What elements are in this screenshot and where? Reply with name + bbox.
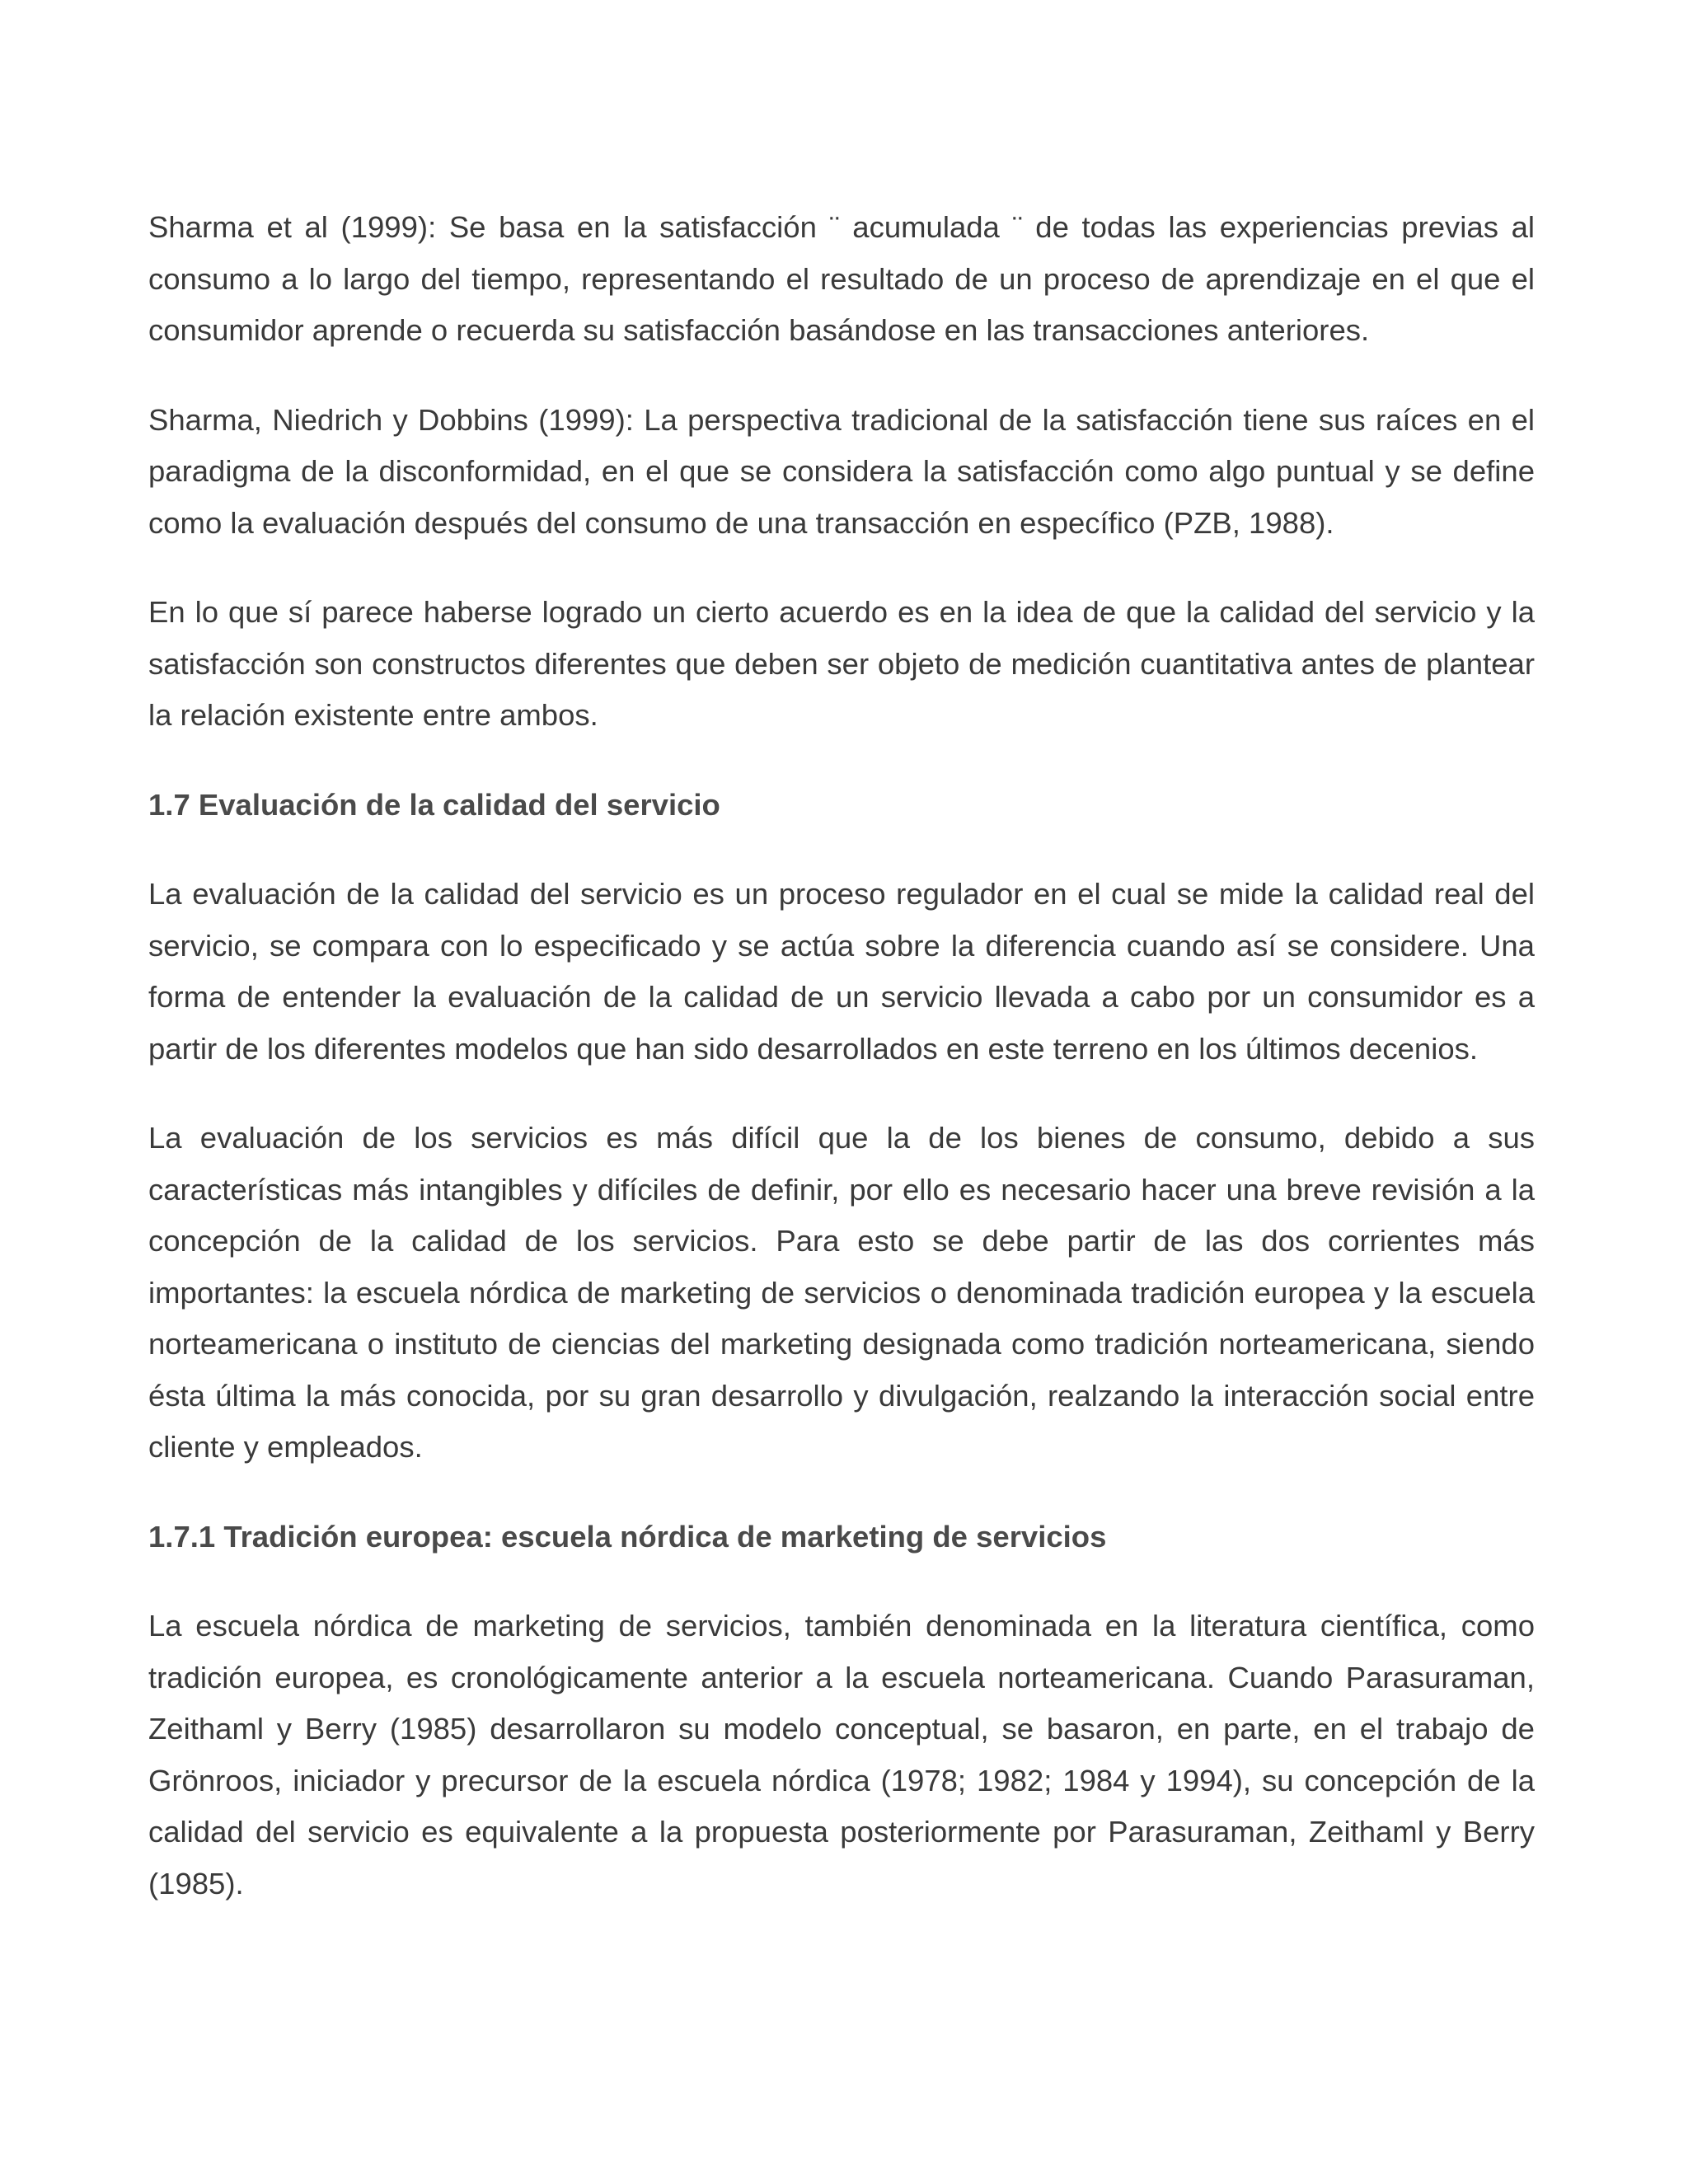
paragraph-sharma-1999: Sharma et al (1999): Se basa en la satisfacción ¨ acumulada ¨ de todas las experiencias previas al consumo a lo largo del tiempo, representando el resultado de un proceso de aprendizaje en el que el consumidor aprende o recuerda su satisfacción basándose en las transacciones anteriores. xyxy=(148,210,1535,347)
paragraph-evaluacion-calidad: La evaluación de la calidad del servicio es un proceso regulador en el cual se mide la calidad real del servicio, se compara con lo especificado y se actúa sobre la diferencia cuando así se considere. Una forma de entender la evaluación de la calidad de un servicio llevada a cabo por un consumidor es a partir de los diferentes modelos que han sido desarrollados en este terreno en los últimos decenios. xyxy=(148,877,1535,1066)
paragraph-acuerdo: En lo que sí parece haberse logrado un cierto acuerdo es en la idea de que la calidad del servicio y la satisfacción son constructos diferentes que deben ser objeto de medición cuantitativa antes de plantear la relación existente entre ambos. xyxy=(148,595,1535,732)
paragraph-evaluacion-servicios: La evaluación de los servicios es más difícil que la de los bienes de consumo, debido a sus características más intangibles y difíciles de definir, por ello es necesario hacer una breve revisión a la concepción de la calidad de los servicios. Para esto se debe partir de las dos corrientes más importantes: la escuela nórdica de marketing de servicios o denominada tradición europea y la escuela norteamericana o instituto de ciencias del marketing designada como tradición norteamericana, siendo ésta última la más conocida, por su gran desarrollo y divulgación, realzando la interacción social entre cliente y empleados. xyxy=(148,1121,1535,1464)
paragraph-sharma-niedrich-dobbins: Sharma, Niedrich y Dobbins (1999): La perspectiva tradicional de la satisfacción tiene sus raíces en el paradigma de la disconformidad, en el que se considera la satisfacción como algo puntual y se define como la evaluación después del consumo de una transacción en específico (PZB, 1988). xyxy=(148,402,1535,540)
section-heading-1-7-1: 1.7.1 Tradición europea: escuela nórdica de marketing de servicios xyxy=(148,1519,1107,1554)
paragraph-escuela-nordica: La escuela nórdica de marketing de servicios, también denominada en la literatura científica, como tradición europea, es cronológicamente anterior a la escuela norteamericana. Cuando Parasuraman, Zeithaml y Berry (1985) desarrollaron su modelo conceptual, se basaron, en parte, en el trabajo de Grönroos, iniciador y precursor de la escuela nórdica (1978; 1982; 1984 y 1994), su concepción de la calidad del servicio es equivalente a la propuesta posteriormente por Parasuraman, Zeithaml y Berry (1985). xyxy=(148,1609,1535,1900)
section-heading-1-7: 1.7 Evaluación de la calidad del servicio xyxy=(148,787,720,822)
document-page xyxy=(148,202,1535,1947)
